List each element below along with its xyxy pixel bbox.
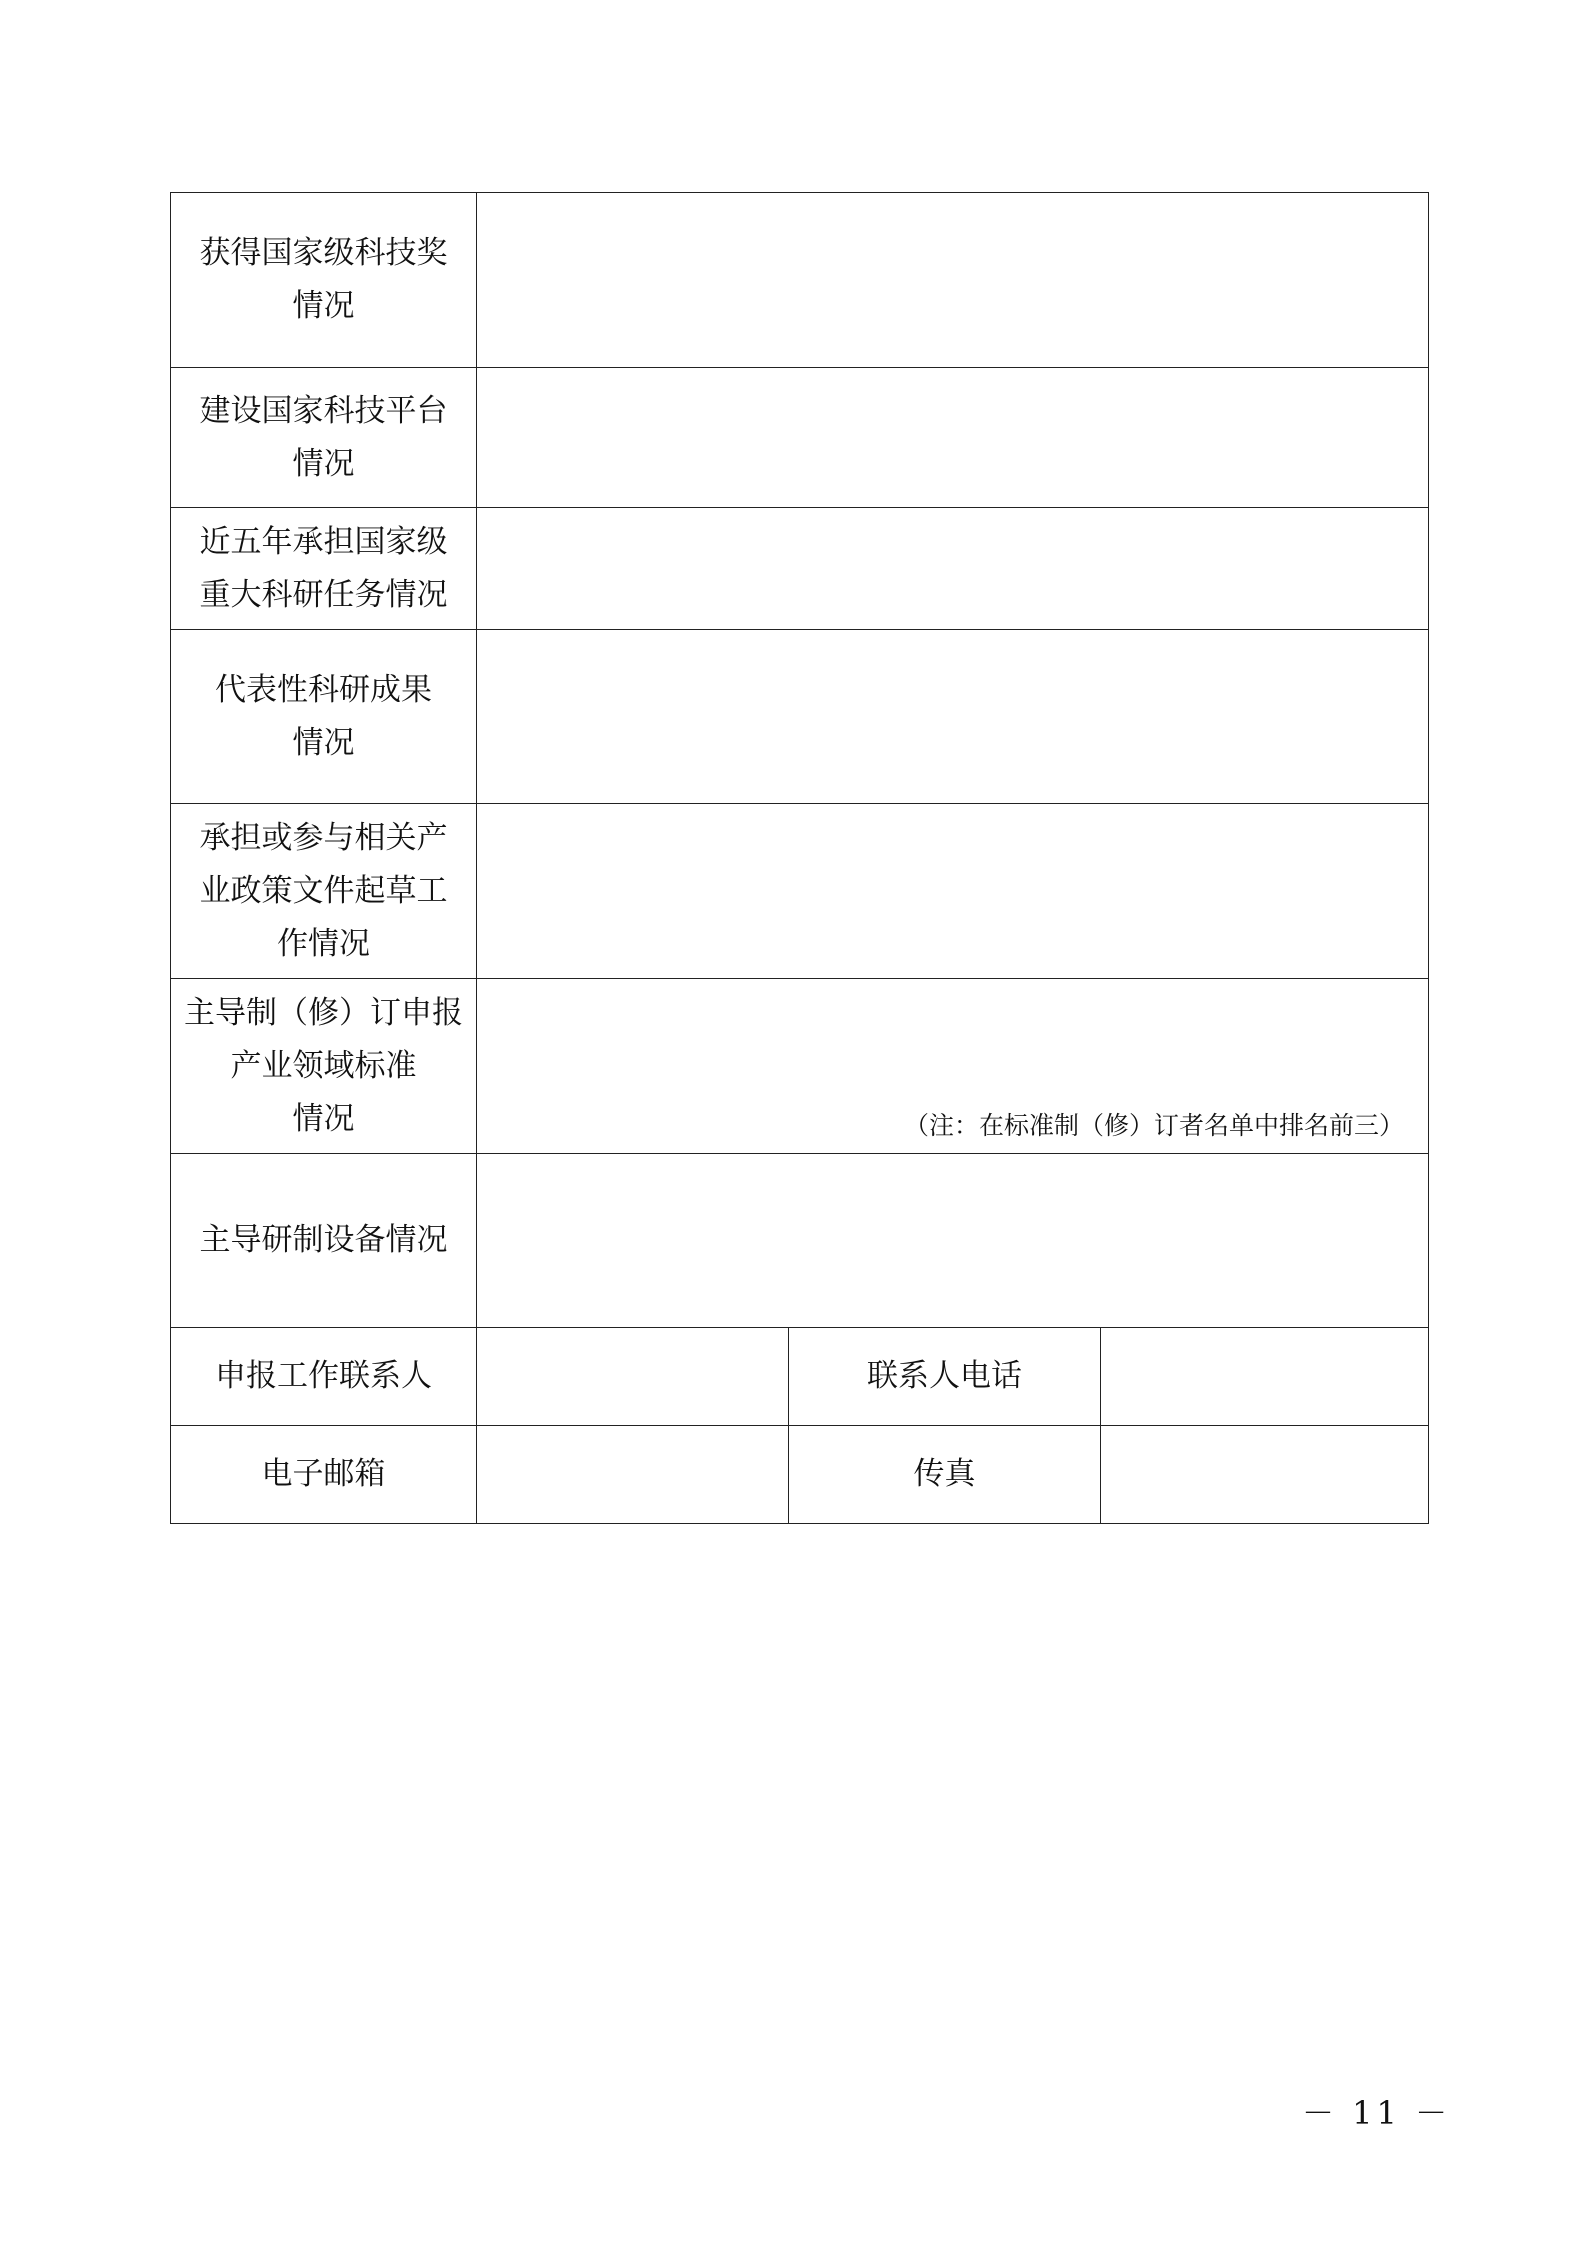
row-major-research-tasks xyxy=(171,508,1429,630)
row-policy-drafting xyxy=(171,804,1429,979)
label-policy-drafting: 承担或参与相关产 业政策文件起草工 作情况 xyxy=(171,804,477,979)
row-equipment-development xyxy=(171,1154,1429,1328)
value-contact-person[interactable] xyxy=(477,1328,789,1426)
row-industry-standards xyxy=(171,979,1429,1154)
label-fax: 传真 xyxy=(789,1426,1101,1524)
row-representative-achievements xyxy=(171,630,1429,804)
label-national-sci-tech-award: 获得国家级科技奖 情况 xyxy=(171,193,477,368)
value-email[interactable] xyxy=(477,1426,789,1524)
row-email-fax xyxy=(171,1426,1429,1524)
value-national-sci-tech-platform[interactable] xyxy=(477,368,1429,508)
row-national-sci-tech-platform xyxy=(171,368,1429,508)
value-equipment-development[interactable] xyxy=(477,1154,1429,1328)
ranking-note: （注：在标准制（修）订者名单中排名前三） xyxy=(904,1111,1405,1140)
value-fax[interactable] xyxy=(1101,1426,1429,1524)
label-contact-person: 申报工作联系人 xyxy=(171,1328,477,1426)
value-representative-achievements[interactable] xyxy=(477,630,1429,804)
value-policy-drafting[interactable] xyxy=(477,804,1429,979)
label-email: 电子邮箱 xyxy=(171,1426,477,1524)
value-national-sci-tech-award[interactable] xyxy=(477,193,1429,368)
application-form-table xyxy=(170,192,1429,1524)
label-equipment-development: 主导研制设备情况 xyxy=(171,1154,477,1328)
row-contact-person xyxy=(171,1328,1429,1426)
value-industry-standards[interactable] xyxy=(477,979,1429,1154)
row-national-sci-tech-award xyxy=(171,193,1429,368)
value-major-research-tasks[interactable] xyxy=(477,508,1429,630)
value-contact-phone[interactable] xyxy=(1101,1328,1429,1426)
label-industry-standards: 主导制（修）订申报 产业领域标准 情况 xyxy=(171,979,477,1154)
label-major-research-tasks: 近五年承担国家级 重大科研任务情况 xyxy=(171,508,477,630)
label-contact-phone: 联系人电话 xyxy=(789,1328,1101,1426)
page-number: － 11 － xyxy=(1302,2094,1452,2132)
label-representative-achievements: 代表性科研成果 情况 xyxy=(171,630,477,804)
label-national-sci-tech-platform: 建设国家科技平台 情况 xyxy=(171,368,477,508)
